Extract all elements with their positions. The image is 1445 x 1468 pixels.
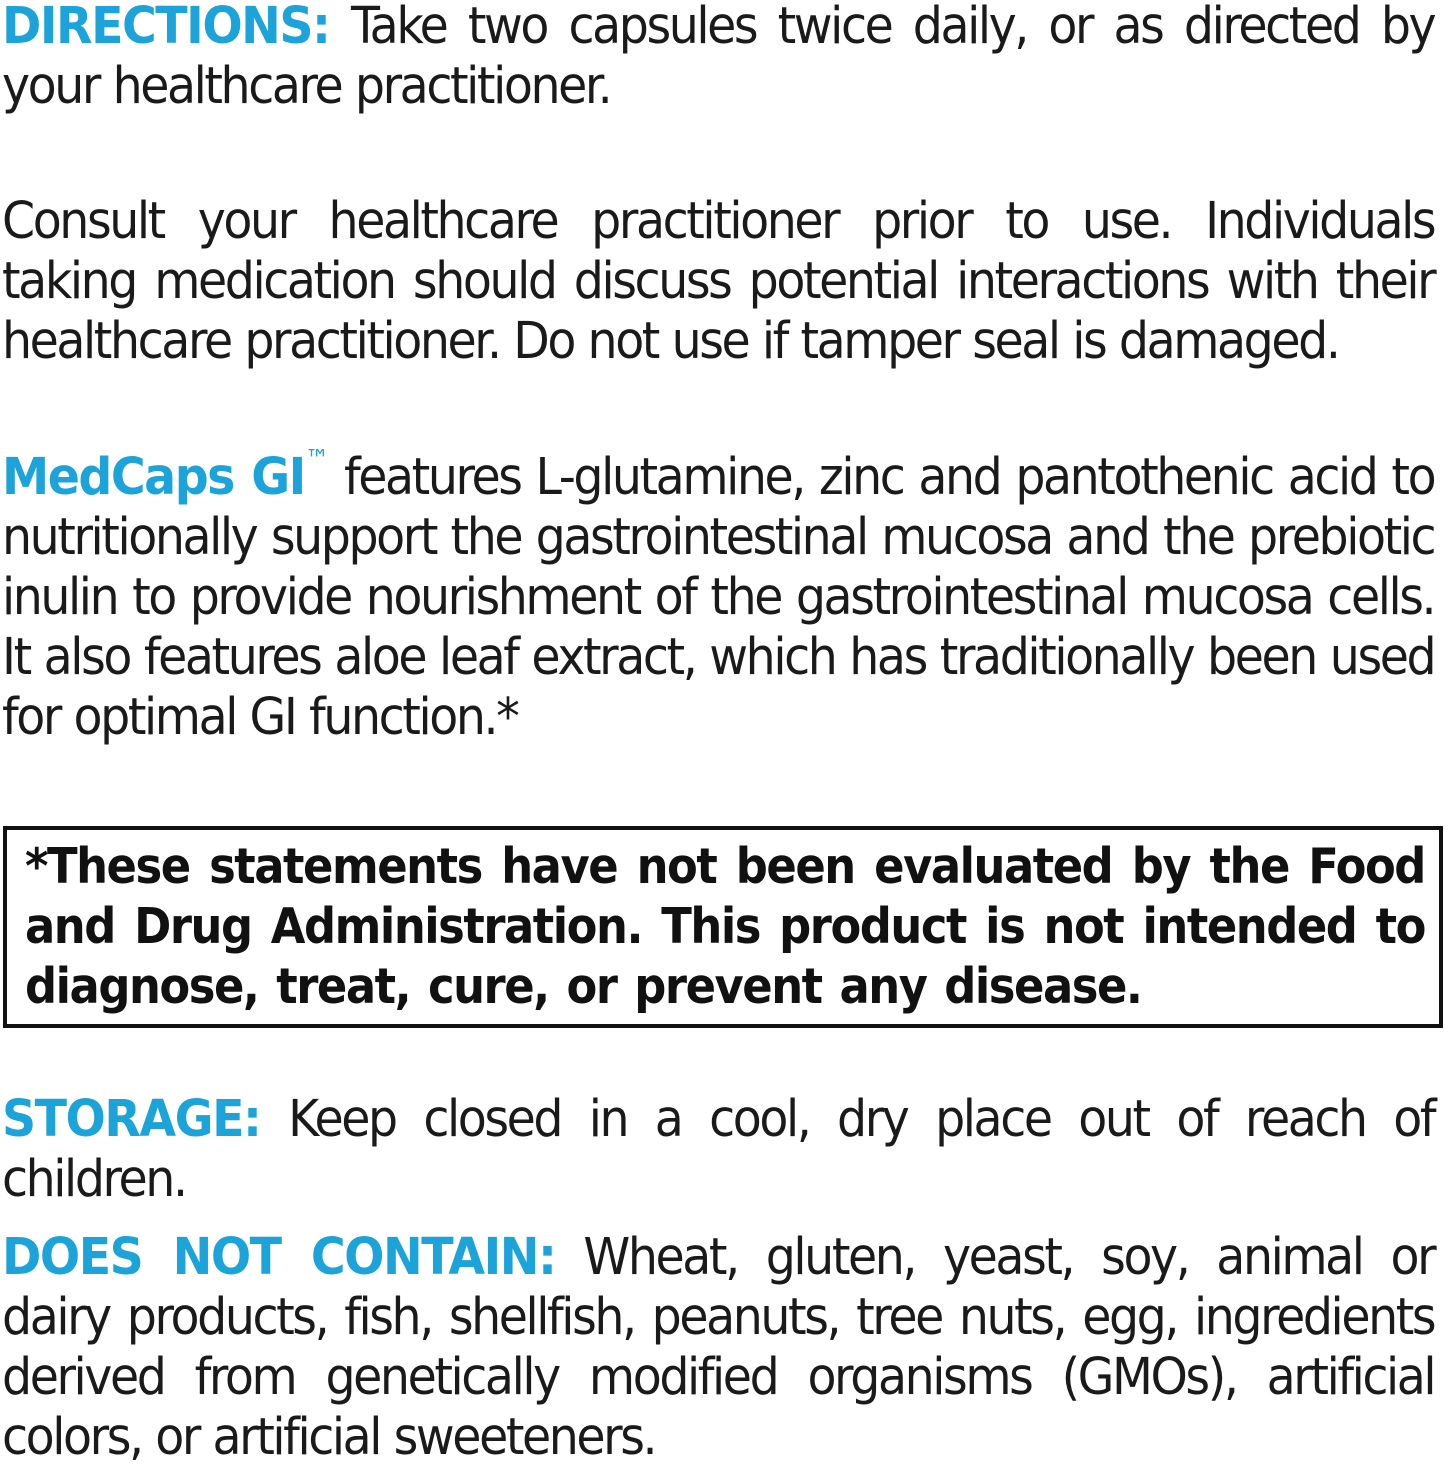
directions-heading: DIRECTIONS: <box>2 0 330 56</box>
fda-disclaimer-text: *These statements have not been evaluated by the Food and Drug Administration. This product is not intended to diagnose, treat, cure, or prevent any disease. <box>25 838 1425 1015</box>
does-not-contain-section <box>2 1228 1434 1468</box>
does-not-contain-text: Wheat, gluten, yeast, soy, animal or dairy products, fish, shellfish, peanuts, tree nuts, egg, ingredients derived from genetically modified organisms (GMOs), artificial colors, or artificial sweeteners. <box>2 1228 1435 1467</box>
does-not-contain-heading: DOES NOT CONTAIN: <box>2 1228 556 1287</box>
product-description-text: features L-glutamine, zinc and pantothenic acid to nutritionally support the gastrointestinal mucosa and the prebiotic inulin to provide nourishment of the gastrointestinal mucosa cells. It also features aloe leaf extract, which has traditionally been used for optimal GI function.* <box>2 448 1435 747</box>
storage-section <box>2 1090 1434 1210</box>
fda-disclaimer-box <box>3 826 1443 1028</box>
caution-text: Consult your healthcare practitioner prior to use. Individuals taking medication should discuss potential interactions with their healthcare practitioner. Do not use if tamper seal is damaged. <box>2 192 1435 371</box>
storage-text: Keep closed in a cool, dry place out of reach of children. <box>2 1090 1435 1209</box>
directions-section <box>2 0 1434 117</box>
product-description-section <box>2 445 1435 748</box>
storage-heading: STORAGE: <box>2 1090 261 1149</box>
product-name: MedCaps GI <box>2 448 305 507</box>
trademark-symbol: ™ <box>304 445 330 475</box>
caution-section <box>2 192 1434 372</box>
directions-text: Take two capsules twice daily, or as directed by your healthcare practitioner. <box>2 0 1435 116</box>
